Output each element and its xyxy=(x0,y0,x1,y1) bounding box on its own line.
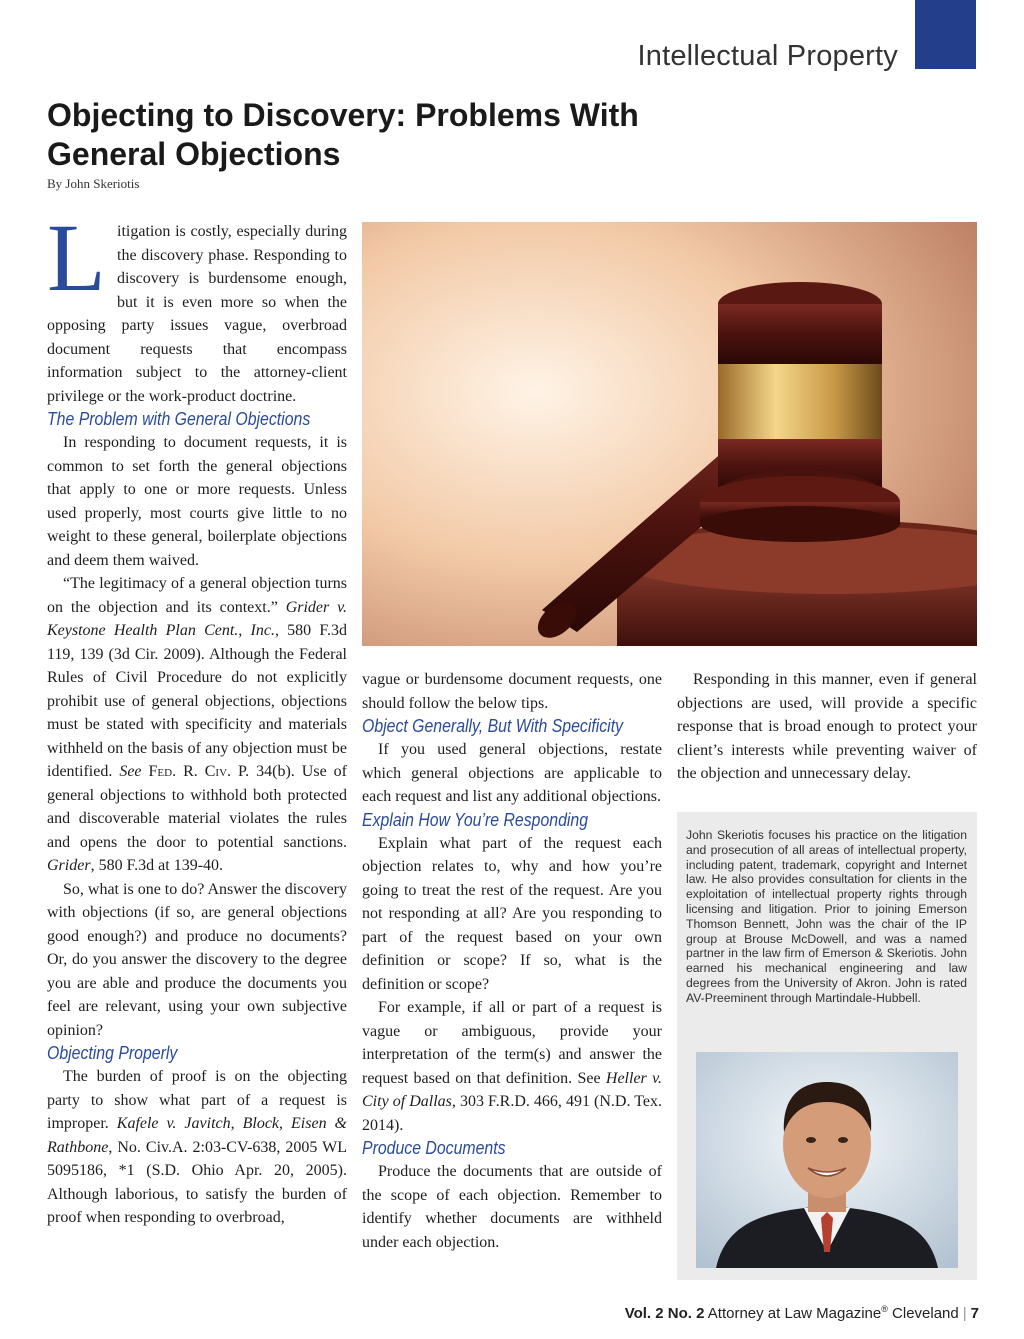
article-column-2 xyxy=(362,668,662,1254)
registered-mark: ® xyxy=(881,1304,888,1314)
gavel-illustration xyxy=(362,222,977,646)
paragraph xyxy=(362,996,662,1137)
citation: , 580 F.3d at 139-40. xyxy=(90,857,224,874)
byline: By John Skeriotis xyxy=(47,176,140,191)
article-column-3 xyxy=(677,668,977,786)
paragraph-text: For example, if all or part of a request is vague or ambiguous, provide your interpretation of the term(s) and answer the request based on that definition. See xyxy=(362,999,662,1087)
page-footer xyxy=(625,1304,979,1322)
author-bio-text: John Skeriotis focuses his practice on the litigation and prosecution of all areas of intellectual property, including patent, trademark, copyright and Internet law. He also provides consultation for clients in the exploitation of intellectual property rights through licensing and litigation. Prior to joining Emerson Thomson Bennett, John was the chair of the IP group at Brouse McDowell, and was a named partner in the law firm of Emerson & Skeriotis. John earned his mechanical engineering and law degrees from the University of Akron. John is rated AV-Preeminent through Martindale-Hubbell. xyxy=(686,828,967,1005)
paragraph: Responding in this manner, even if general objections are used, will provide a specific response that is broad enough to protect your client’s interests while preventing waiver of the objection and unnecessary delay. xyxy=(677,671,977,782)
section-label: Intellectual Property xyxy=(637,40,898,72)
paragraph: Explain what part of the request each objection relates to, why and how you’re going to treat the rest of the request. Are you not responding at all? Are you responding to part of the request based on your own definition or scope? If so, what is the definition or scope? xyxy=(362,834,662,993)
paragraph: Produce the documents that are outside of the scope of each objection. Remember to identify whether documents are withheld under each objection. xyxy=(362,1163,662,1251)
case-name: Grider xyxy=(47,857,91,874)
corner-accent-block xyxy=(915,0,976,69)
paragraph: vague or burdensome document requests, one should follow the below tips. xyxy=(362,671,662,712)
author-bio-box xyxy=(677,812,977,1280)
subhead-explain-responding: Explain How You’re Responding xyxy=(362,809,589,830)
article-column-1 xyxy=(47,204,348,1230)
rule-text: 34(b). Use of general objections to withhold both protected and discoverable material violates the rules and opens the door to potential sanctions. xyxy=(47,763,347,851)
subhead-object-generally: Object Generally, But With Specificity xyxy=(362,716,624,736)
magazine-name: Attorney at Law Magazine xyxy=(707,1305,882,1322)
quote: “The legitimacy of a general objection turns on the objection and its context.” xyxy=(47,575,347,616)
case-name: Grider v. Keystone Health Plan Cent., Inc. xyxy=(47,598,348,639)
gavel-photo xyxy=(362,222,977,646)
article-title: Objecting to Discovery: Problems With General Objections xyxy=(47,97,639,172)
magazine-city: Cleveland xyxy=(892,1305,959,1322)
case-name: Heller v. City of Dallas xyxy=(362,1069,663,1110)
citation: , No. Civ.A. 2:03-CV-638, 2005 WL 5095186, *1 (S.D. Ohio Apr. 20, 2005). Although laborious, to satisfy the burden of proof when responding to overbroad, xyxy=(47,1138,347,1226)
paragraph-text: The burden of proof is on the objecting party to show what part of a request is improper. xyxy=(47,1068,347,1132)
see-signal: See xyxy=(119,763,142,780)
citation: , 580 F.3d 119, 139 (3d Cir. 2009). Although the Federal Rules of Civil Procedure do not explicitly prohibit use of general objections, objections must be stated with specificity and materials withheld on the basis of any objection must be identified. xyxy=(47,622,347,780)
paragraph: If you used general objections, restate which general objections are applicable to each request and list any additional objections. xyxy=(362,741,662,805)
issue-number: Vol. 2 No. 2 xyxy=(624,1305,705,1322)
author-headshot xyxy=(696,1052,958,1268)
page-number: 7 xyxy=(970,1305,979,1322)
intro-text: itigation is costly, especially during the discovery phase. Responding to discovery is burdensome enough, but it is even more so when the opposing party issues vague, overbroad document requests that encompass information subject to the attorney-client privilege or the work-product doctrine. xyxy=(47,223,347,405)
citation: , 303 F.R.D. 466, 491 (N.D. Tex. 2014). xyxy=(362,1093,663,1134)
intro-paragraph xyxy=(47,204,347,408)
footer-separator: | xyxy=(962,1305,967,1322)
subhead-objecting-properly: Objecting Properly xyxy=(47,1043,178,1063)
rule-name: Fed. R. Civ. P. xyxy=(141,763,250,780)
subhead-produce-documents: Produce Documents xyxy=(362,1138,506,1158)
paragraph xyxy=(47,572,347,878)
author-portrait xyxy=(696,1052,958,1268)
paragraph: So, what is one to do? Answer the discovery with objections (if so, are general objections good enough?) and produce no documents? Or, do you answer the discovery to the degree you are able and produce the documents you feel are relevant, using your own subjective opinion? xyxy=(47,880,347,1039)
case-name: Kafele v. Javitch, Block, Eisen & Rathbone xyxy=(47,1115,348,1156)
paragraph: In responding to document requests, it is common to set forth the general objections that apply to one or more requests. Unless used properly, most courts give little to no weight to these general, boilerplate objections and deem them waived. xyxy=(47,434,347,569)
subhead-general-objections: The Problem with General Objections xyxy=(47,409,311,429)
paragraph xyxy=(47,1065,347,1230)
dropcap-letter: L xyxy=(47,204,106,311)
